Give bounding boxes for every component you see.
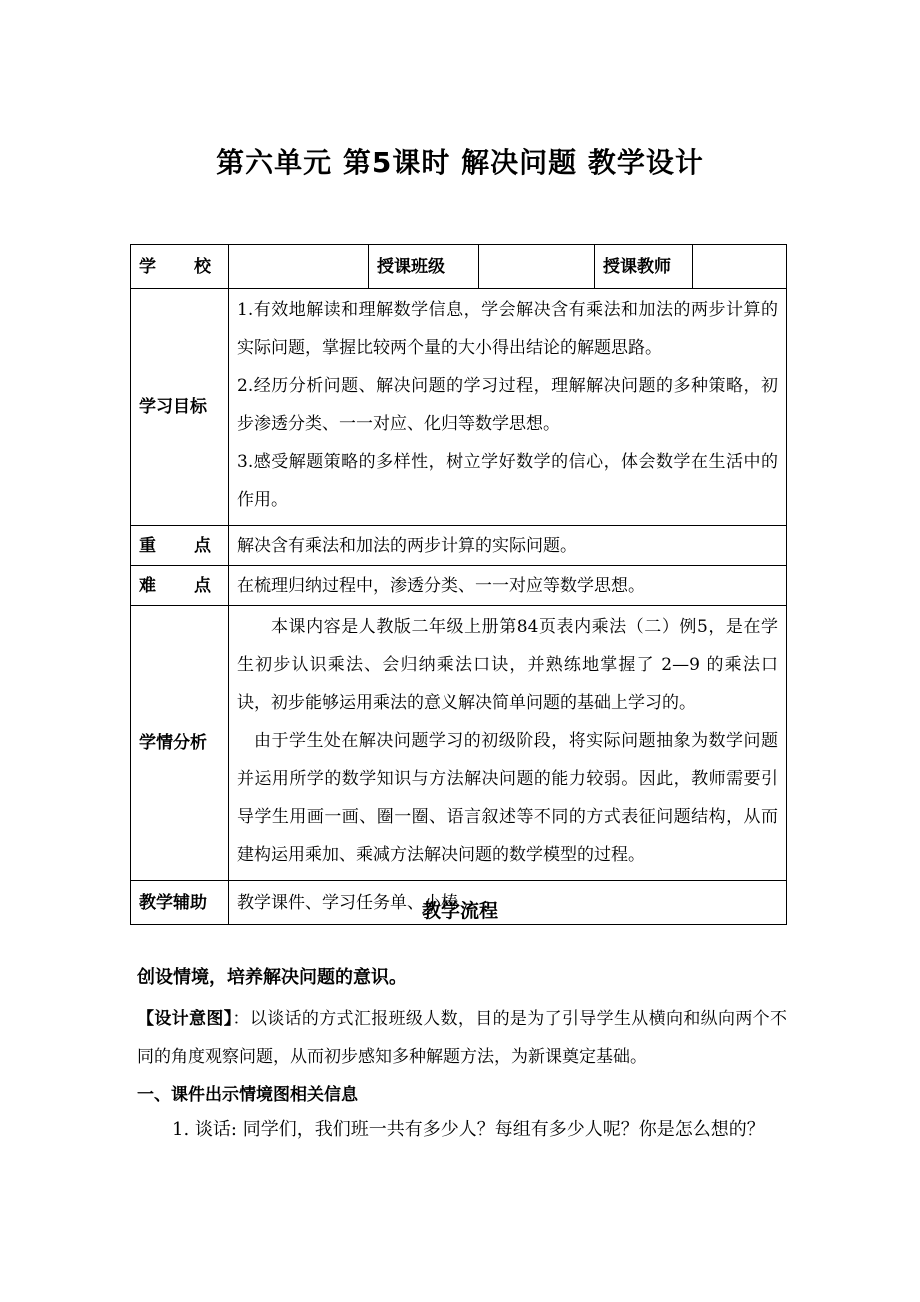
aids-label: 教学辅助	[131, 881, 229, 925]
key-point-label: 重 点	[131, 526, 229, 566]
flow-heading: 教学流程	[421, 900, 498, 922]
sub-heading: 一、课件出示情境图相关信息	[137, 1085, 358, 1105]
intent-label: 【设计意图】	[137, 1009, 233, 1029]
table-row	[131, 289, 787, 526]
design-intent	[137, 1000, 787, 1076]
difficulty-value: 在梳理归纳过程中，渗透分类、一一对应等数学思想。	[229, 566, 787, 606]
intent-text: ：以谈话的方式汇报班级人数，目的是为了引导学生从横向和纵向两个不同的角度观察问题，从而初步感知多种解题方法，为新课奠定基础。	[137, 1009, 788, 1067]
table-row	[131, 606, 787, 881]
goal-item: 3.感受解题策略的多样性，树立学好数学的信心，体会数学在生活中的作用。	[237, 452, 778, 510]
class-value	[479, 245, 595, 289]
lesson-info-table	[130, 244, 787, 925]
table-row	[131, 245, 787, 289]
table-row	[131, 526, 787, 566]
school-value	[229, 245, 369, 289]
teacher-value	[693, 245, 787, 289]
goals-cell	[229, 289, 787, 526]
table-row	[131, 566, 787, 606]
page-title: 第六单元 第5课时 解决问题 教学设计	[216, 146, 704, 179]
goals-label: 学习目标	[131, 289, 229, 526]
school-label: 学 校	[131, 245, 229, 289]
list-item	[172, 1115, 792, 1141]
key-point-value: 解决含有乘法和加法的两步计算的实际问题。	[229, 526, 787, 566]
analysis-cell	[229, 606, 787, 881]
analysis-paragraph: 本课内容是人教版二年级上册第84页表内乘法（二）例5，是在学生初步认识乘法、会归纳乘法口诀，并熟练地掌握了 2—9 的乘法口诀，初步能够运用乘法的意义解决简单问题的基础上学习的。	[237, 617, 778, 713]
goal-item: 1.有效地解读和理解数学信息，学会解决含有乘法和加法的两步计算的实际问题，掌握比较两个量的大小得出结论的解题思路。	[237, 300, 778, 358]
section-heading: 创设情境，培养解决问题的意识。	[137, 967, 407, 988]
analysis-paragraph: 由于学生处在解决问题学习的初级阶段，将实际问题抽象为数学问题并运用所学的数学知识与方法解决问题的能力较弱。因此，教师需要引导学生用画一画、圈一圈、语言叙述等不同的方式表征问题结构，从而建构运用乘加、乘减方法解决问题的数学模型的过程。	[237, 731, 778, 865]
difficulty-label: 难 点	[131, 566, 229, 606]
analysis-label: 学情分析	[131, 606, 229, 881]
aids-value: 教学课件、学习任务单、小棒	[229, 881, 787, 925]
goal-item: 2.经历分析问题、解决问题的学习过程，理解解决问题的多种策略，初步渗透分类、一一对应、化归等数学思想。	[237, 376, 778, 434]
item-text: 谈话: 同学们，我们班一共有多少人？每组有多少人呢？你是怎么想的？	[194, 1119, 765, 1140]
teacher-label: 授课教师	[595, 245, 693, 289]
item-number: 1.	[172, 1119, 190, 1140]
class-label: 授课班级	[369, 245, 479, 289]
